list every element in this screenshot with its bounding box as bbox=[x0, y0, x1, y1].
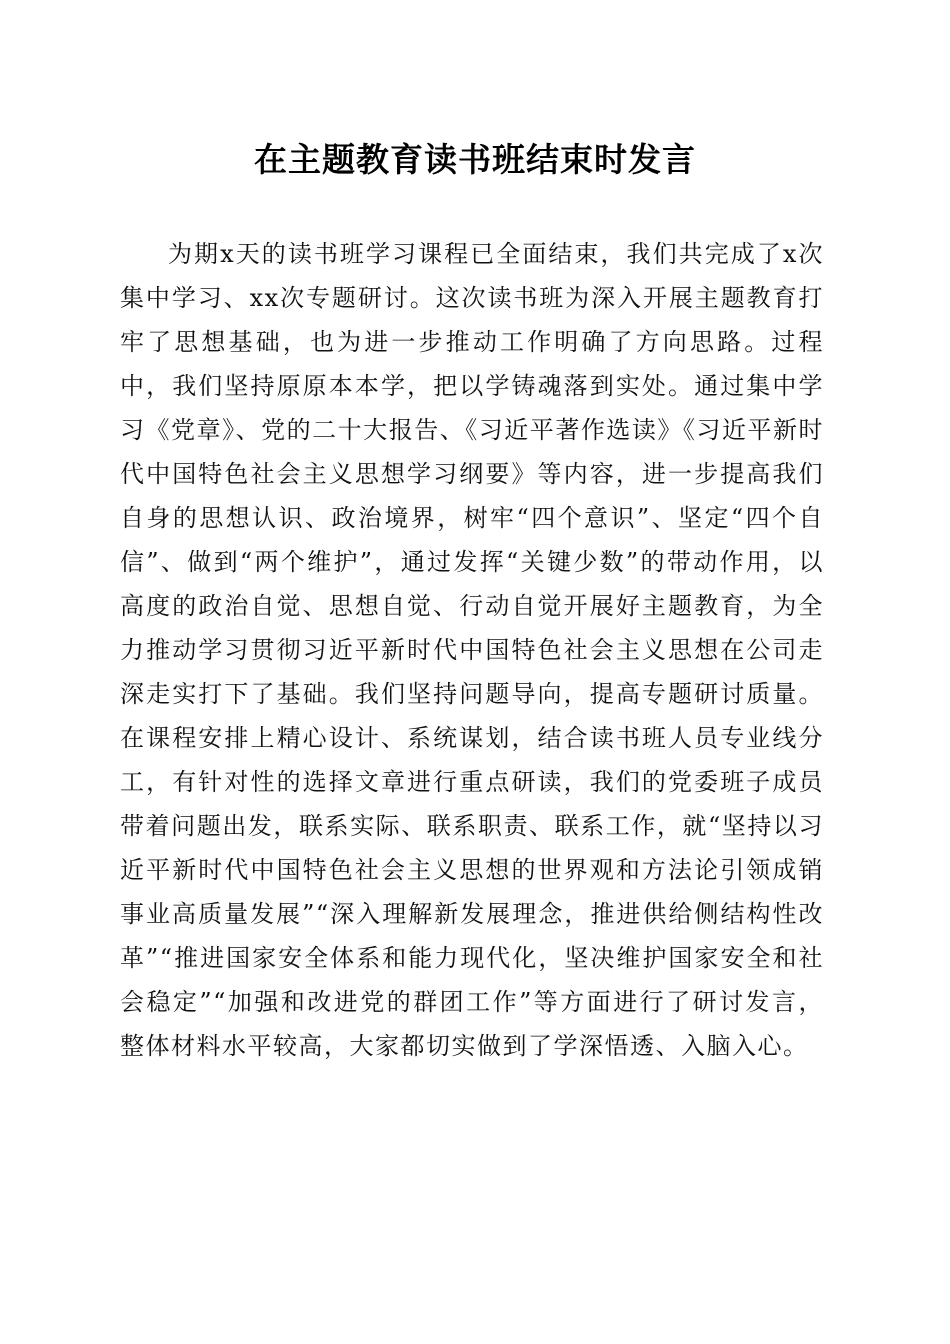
body-paragraph: 为期x天的读书班学习课程已全面结束，我们共完成了x次集中学习、xx次专题研讨。这次读书班为深入开展主题教育打牢了思想基础，也为进一步推动工作明确了方向思路。过程中，我们坚持原原本本学，把以学铸魂落到实处。通过集中学习《党章》、党的二十大报告、《习近平著作选读》《习近平新时代中国特色社会主义思想学习纲要》等内容，进一步提高我们自身的思想认识、政治境界，树牢“四个意识”、坚定“四个自信”、做到“两个维护”，通过发挥“关键少数”的带动作用，以高度的政治自觉、思想自觉、行动自觉开展好主题教育，为全力推动学习贯彻习近平新时代中国特色社会主义思想在公司走深走实打下了基础。我们坚持问题导向，提高专题研讨质量。在课程安排上精心设计、系统谋划，结合读书班人员专业线分工，有针对性的选择文章进行重点研读，我们的党委班子成员带着问题出发，联系实际、联系职责、联系工作，就“坚持以习近平新时代中国特色社会主义思想的世界观和方法论引领成销事业高质量发展”“深入理解新发展理念，推进供给侧结构性改革”“推进国家安全体系和能力现代化，坚决维护国家安全和社会稳定”“加强和改进党的群团工作”等方面进行了研讨发言，整体材料水平较高，大家都切实做到了学深悟透、入脑入心。 bbox=[120, 240, 824, 1060]
document-title: 在主题教育读书班结束时发言 bbox=[254, 140, 696, 179]
